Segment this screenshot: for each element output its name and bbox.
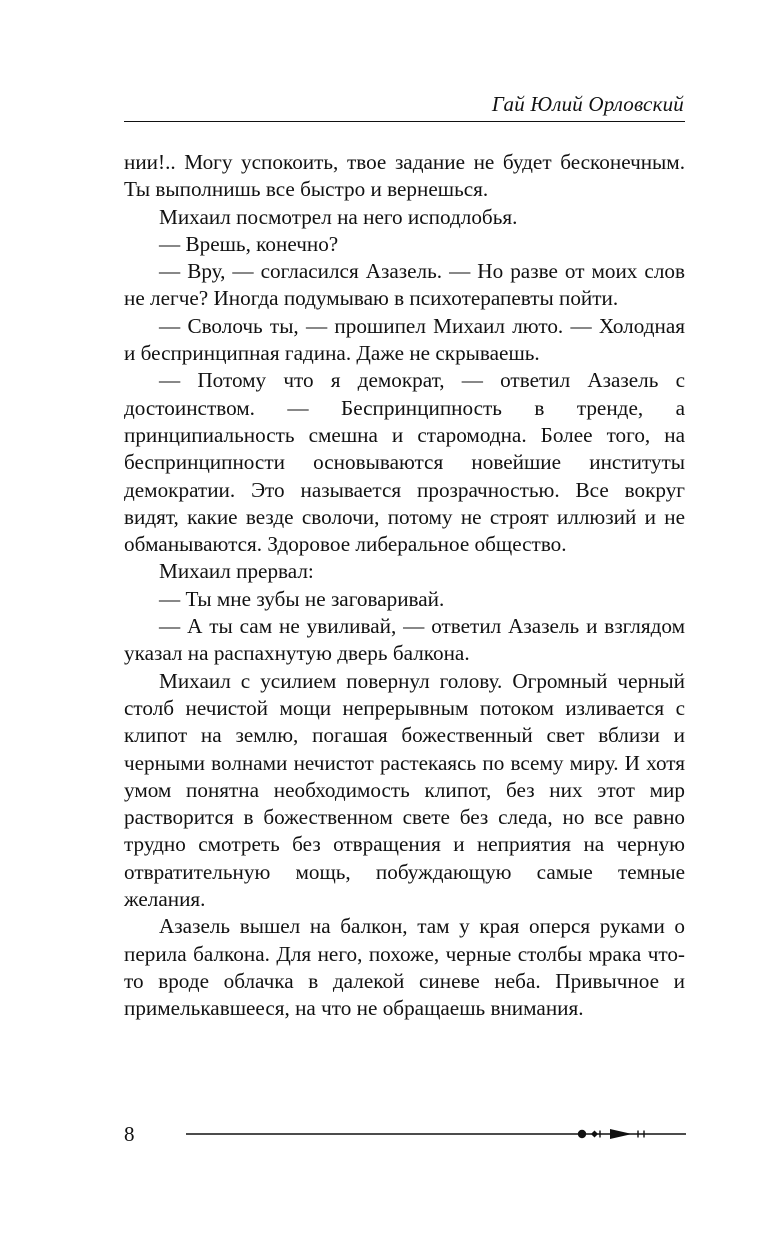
paragraph-8: — Ты мне зубы не заговаривай.: [159, 586, 445, 611]
paragraph-7: Михаил прервал:: [159, 559, 314, 584]
page-number: 8: [124, 1122, 135, 1146]
header-rule: [124, 121, 685, 122]
paragraph-6: — Потому что я демократ, — ответил Азазель с достоинством. — Беспринципность в тренде, а принципиальность смешна и старомодна. Более того, на беспринципности основываются новейшие институты демократии. Это называется прозрачностью. Все вокруг видят, какие везде сволочи, потому не строят иллюзий и не обманываются. Здоровое либеральное общество.: [124, 368, 685, 557]
paragraph-5: — Сволочь ты, — прошипел Михаил люто. — Холодная и беспринципная гадина. Даже не скрываешь.: [124, 313, 685, 366]
paragraph-10: Михаил с усилием повернул голову. Огромный черный столб нечистой мощи непрерывным потоком изливается с клипот на землю, погашая божественный свет вблизи и черными волнами нечистот растекаясь по всему миру. И хотя умом понятна необходимость клипот, без них этот мир растворится в божественном свете без следа, но все равно трудно смотреть без отвращения и неприятия на черную отвратительную мощь, побуждающую самые темные желания.: [124, 668, 685, 912]
paragraph-3: — Врешь, конечно?: [159, 231, 339, 256]
arrow-ornament-icon: [186, 1125, 686, 1143]
body-text: [124, 149, 685, 1023]
paragraph-4: — Вру, — согласился Азазель. — Но разве от моих слов не легче? Иногда подумываю в психотерапевты пойти.: [124, 259, 685, 311]
paragraph-11: Азазель вышел на балкон, там у края оперся руками о перила балкона. Для него, похоже, черные столбы мрака что-то вроде облачка в далекой синеве неба. Привычное и примелькавшееся, на что не обращаешь внимания.: [124, 914, 685, 1021]
paragraph-1: нии!.. Могу успокоить, твое задание не будет бесконечным. Ты выполнишь все быстро и вернешься.: [124, 150, 685, 202]
paragraph-2: Михаил посмотрел на него исподлобья.: [159, 204, 518, 229]
paragraph-9: — А ты сам не увиливай, — ответил Азазель и взглядом указал на распахнутую дверь балкона.: [124, 614, 685, 666]
running-header-author: Гай Юлий Орловский: [491, 92, 684, 116]
